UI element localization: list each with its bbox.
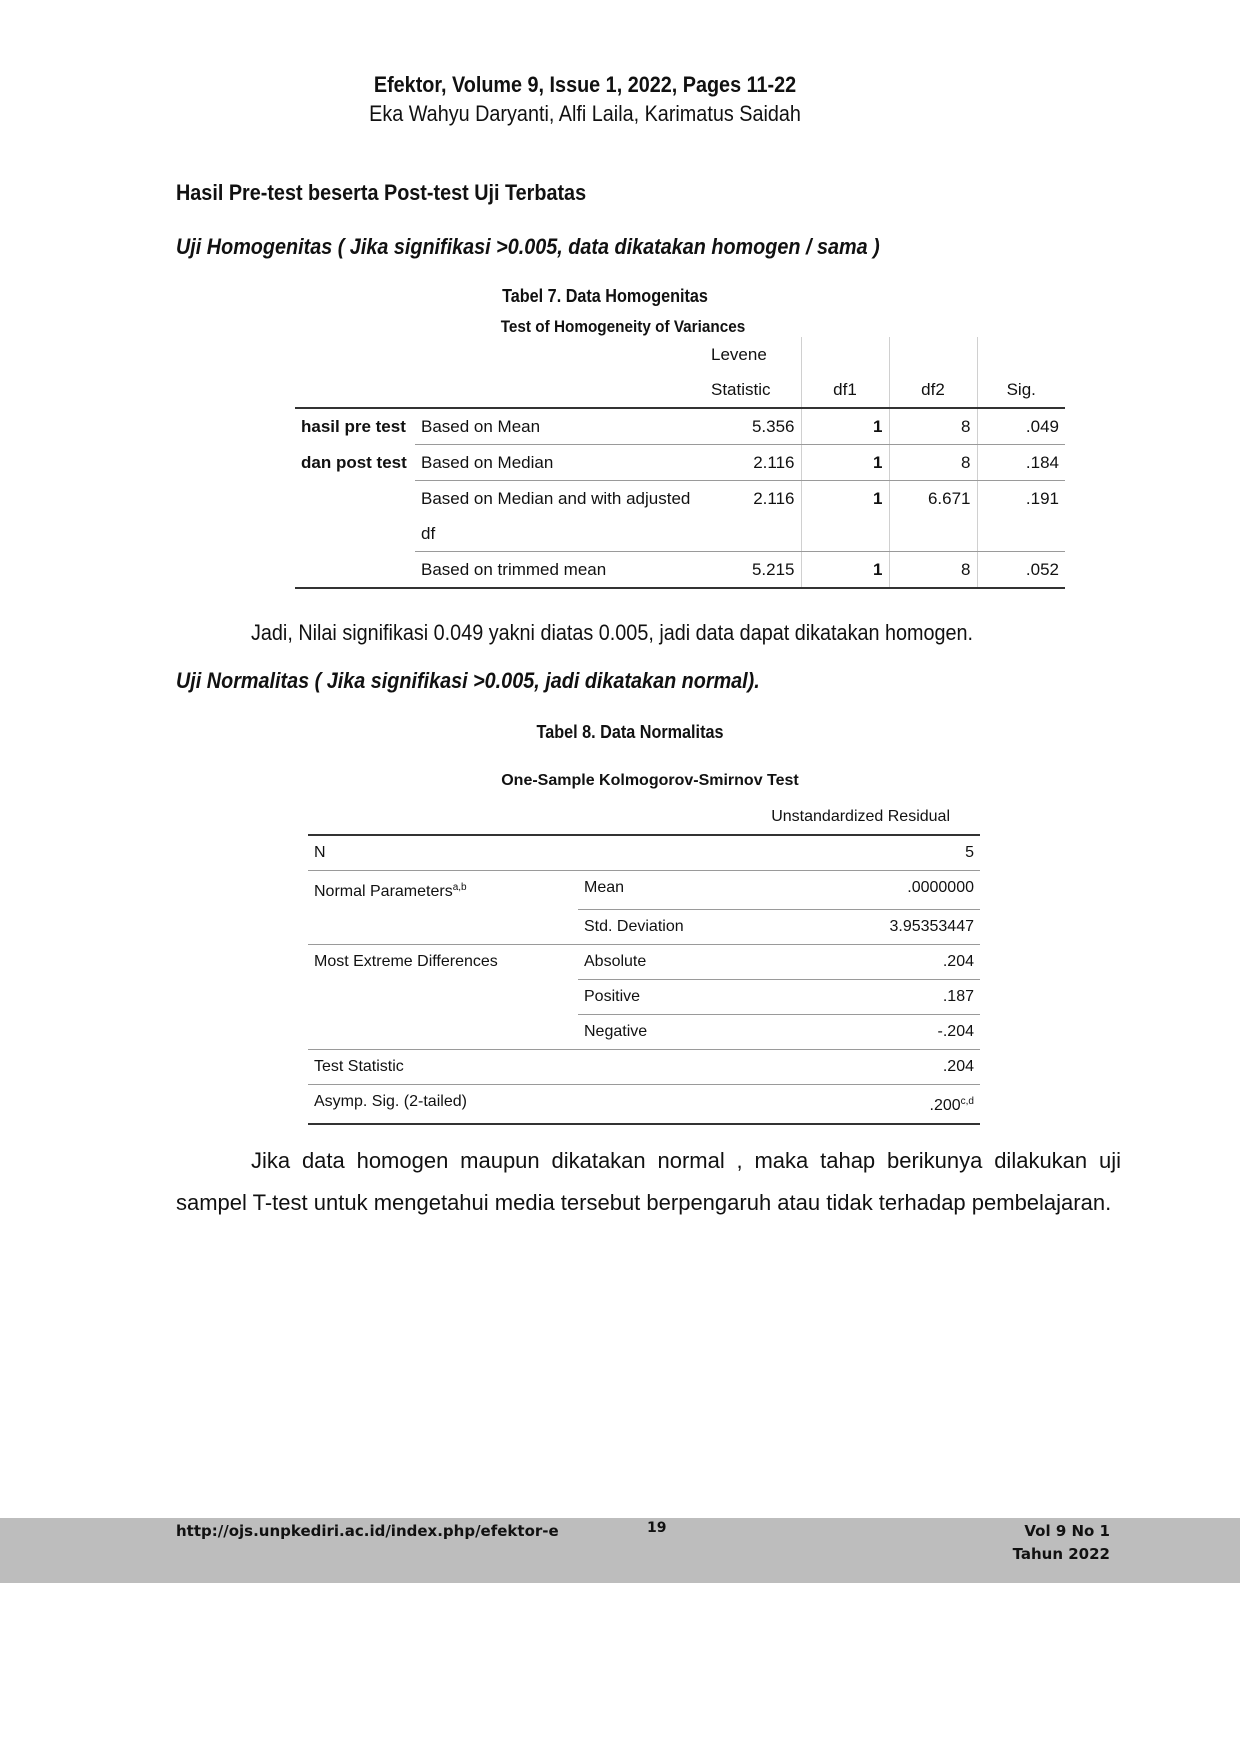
cell-test-statistic: .204 (768, 1049, 980, 1084)
table-header-row (295, 372, 1065, 408)
cell-sig: .184 (977, 445, 1065, 481)
cell-positive: .187 (768, 979, 980, 1014)
row-label-most-extreme: Most Extreme Differences (314, 952, 498, 970)
homogeneity-table (295, 337, 1065, 589)
table-row (308, 1084, 980, 1124)
cell-df2: 8 (889, 445, 977, 481)
cell-df1: 1 (801, 481, 889, 552)
table7-caption: Tabel 7. Data Homogenitas (502, 286, 708, 306)
footnote-marker: c,d (960, 1095, 974, 1107)
cell-df2: 8 (889, 552, 977, 589)
table8-caption: Tabel 8. Data Normalitas (536, 722, 724, 742)
row-label-std-deviation: Std. Deviation (578, 909, 768, 944)
row-label-test-statistic: Test Statistic (308, 1049, 768, 1084)
homogeneity-heading: Uji Homogenitas ( Jika signifikasi >0.005, data dikatakan homogen / sama ) (176, 234, 880, 259)
cell-df1: 1 (801, 552, 889, 589)
page-number: 19 (647, 1520, 667, 1536)
table-row (295, 445, 1065, 481)
cell-statistic: 2.116 (705, 445, 801, 481)
row-label-absolute: Absolute (578, 944, 768, 979)
cell-statistic: 5.215 (705, 552, 801, 589)
row-label: Based on trimmed mean (415, 552, 705, 589)
homogeneity-conclusion: Jadi, Nilai signifikasi 0.049 yakni diatas 0.005, jadi data dapat dikatakan homogen. (251, 620, 974, 645)
col-header-unstandardized-residual: Unstandardized Residual (578, 800, 980, 835)
row-label-asymp-sig: Asymp. Sig. (2-tailed) (308, 1084, 768, 1124)
col-header-df2: df2 (889, 372, 977, 408)
cell-df1: 1 (801, 445, 889, 481)
table7-subtitle: Test of Homogeneity of Variances (500, 317, 746, 336)
cell-std-deviation: 3.95353447 (768, 909, 980, 944)
table-header-row (308, 800, 980, 835)
journal-header-authors: Eka Wahyu Daryanti, Alfi Laila, Karimatus Saidah (369, 101, 801, 126)
cell-asymp-sig (768, 1084, 980, 1124)
table-row (308, 1014, 980, 1049)
footnote-marker: a,b (452, 882, 467, 893)
table-row (308, 871, 980, 910)
row-label-negative: Negative (578, 1014, 768, 1049)
row-label: Based on Median and with adjusted df (415, 481, 705, 552)
table-row (308, 909, 980, 944)
row-label-mean: Mean (578, 871, 768, 910)
table8-subtitle: One-Sample Kolmogorov-Smirnov Test (501, 772, 799, 789)
cell-absolute: .204 (768, 944, 980, 979)
row-group-label-line2: dan post test (301, 452, 407, 472)
row-label: Based on Mean (415, 408, 705, 445)
row-label-positive: Positive (578, 979, 768, 1014)
footer-volume: Vol 9 No 1 (1024, 1522, 1110, 1540)
cell-sig: .049 (977, 408, 1065, 445)
normality-table (308, 800, 980, 1125)
cell-statistic: 5.356 (705, 408, 801, 445)
table-row (308, 835, 980, 871)
cell-mean: .0000000 (768, 871, 980, 910)
cell-sig: .191 (977, 481, 1065, 552)
table-row (308, 944, 980, 979)
row-label-normal-parameters (308, 871, 578, 910)
cell-sig: .052 (977, 552, 1065, 589)
col-header-levene-line2: Statistic (705, 372, 801, 408)
col-header-df1: df1 (801, 372, 889, 408)
table-header-row (295, 337, 1065, 372)
cell-df2: 6.671 (889, 481, 977, 552)
cell-n: 5 (768, 835, 980, 871)
col-header-sig: Sig. (977, 372, 1065, 408)
cell-statistic: 2.116 (705, 481, 801, 552)
cell-df2: 8 (889, 408, 977, 445)
footer-url: http://ojs.unpkediri.ac.id/index.php/efektor-e (176, 1522, 559, 1540)
asymp-sig-value: .200 (929, 1096, 961, 1114)
journal-header-title: Efektor, Volume 9, Issue 1, 2022, Pages 11-22 (373, 72, 797, 97)
cell-df1: 1 (801, 408, 889, 445)
normality-heading: Uji Normalitas ( Jika signifikasi >0.005, jadi dikatakan normal). (176, 668, 760, 693)
col-header-levene-line1: Levene (711, 345, 767, 364)
table-row (295, 408, 1065, 445)
table-row (308, 1049, 980, 1084)
section-heading: Hasil Pre-test beserta Post-test Uji Terbatas (176, 180, 587, 205)
table-row (295, 552, 1065, 589)
row-label-n: N (308, 835, 768, 871)
row-label: Based on Median (415, 445, 705, 481)
cell-negative: -.204 (768, 1014, 980, 1049)
table-row (295, 481, 1065, 552)
table-row (308, 979, 980, 1014)
row-group-label-line1: hasil pre test (301, 417, 406, 436)
footer-year: Tahun 2022 (1012, 1545, 1110, 1563)
body-paragraph: Jika data homogen maupun dikatakan normal , maka tahap berikunya dilakukan uji sampel T-test untuk mengetahui media tersebut berpengaruh atau tidak terhadap pembelajaran. (176, 1148, 1121, 1215)
normal-parameters-text: Normal Parameters (314, 883, 453, 900)
